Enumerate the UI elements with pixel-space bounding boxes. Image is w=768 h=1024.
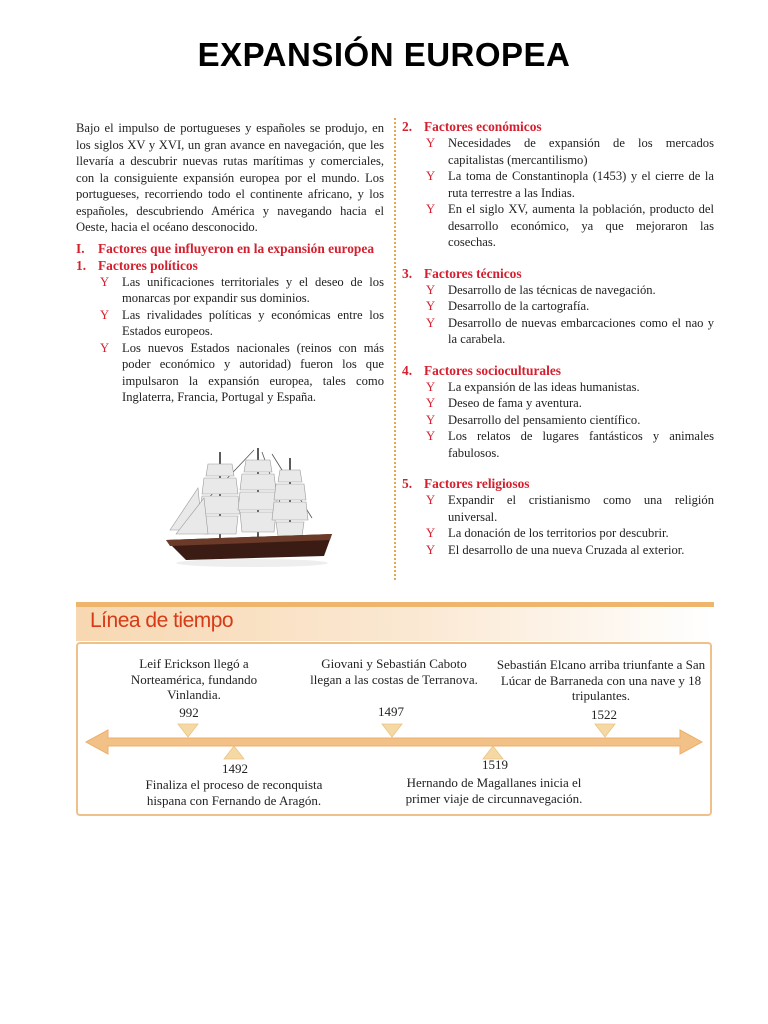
column-divider — [394, 118, 396, 580]
bullet-icon: Y — [100, 274, 110, 289]
list-item: Y En el siglo XV, aumenta la población, producto del desarrollo económico, ya que mejoraron las cosechas. — [426, 202, 714, 249]
list-item: Y El desarrollo de una nueva Cruzada al exterior. — [426, 542, 685, 557]
section-heading-I — [76, 240, 384, 257]
timeline-title: Línea de tiempo — [90, 609, 234, 632]
factor-label: Factores económicos — [424, 119, 542, 134]
bullet-icon: Y — [100, 340, 110, 355]
left-column — [76, 120, 384, 406]
list-item: Y Desarrollo de las técnicas de navegación. — [426, 282, 656, 297]
list-item: Y Expandir el cristianismo como una religión universal. — [426, 493, 714, 524]
timeline-event-text: Giovani y Sebastián Caboto llegan a las costas de Terranova. — [310, 656, 478, 687]
list-item: Y Deseo de fama y aventura. — [426, 396, 582, 410]
bullet-icon: Y — [426, 396, 436, 410]
list-item: Y La toma de Constantinopla (1453) y el cierre de la ruta terrestre a las Indias. — [426, 169, 714, 200]
factor-number: 4. — [402, 362, 413, 378]
right-column — [402, 118, 714, 558]
factor-list-2 — [402, 135, 714, 251]
bullet-icon: Y — [426, 169, 436, 183]
bullet-icon: Y — [426, 493, 436, 507]
bullet-icon: Y — [426, 202, 436, 216]
section-label: Factores que influyeron en la expansión europea — [98, 240, 375, 256]
list-item: Y Necesidades de expansión de los mercados capitalistas (mercantilismo) — [426, 136, 714, 167]
factor-label: Factores religiosos — [424, 476, 530, 491]
factor-label: Factores técnicos — [424, 265, 522, 281]
section-number: I. — [76, 240, 85, 256]
marker-1522 — [595, 724, 615, 737]
factor-list-4 — [402, 379, 714, 462]
factor-number: 2. — [402, 119, 413, 134]
timeline-event-text: Leif Erickson llegó a Norteamérica, fundando Vinlandia. — [130, 656, 258, 702]
list-item: Y Los relatos de lugares fantásticos y animales fabulosos. — [426, 429, 714, 460]
sailing-ship-illustration — [162, 448, 340, 570]
timeline-event-text: Sebastián Elcano arriba triunfante a San Lúcar de Barraneda con una nave y 18 tripulantes. — [496, 657, 706, 703]
list-item: Y Las rivalidades políticas y económicas entre los Estados europeos. — [100, 307, 384, 338]
bullet-icon: Y — [100, 307, 110, 322]
marker-1497 — [382, 724, 402, 737]
bullet-icon: Y — [426, 299, 436, 313]
timeline-event-year: 992 — [179, 705, 199, 720]
factor-section-3 — [402, 265, 714, 348]
factor-section-2 — [402, 118, 714, 251]
factor-number: 5. — [402, 476, 413, 491]
factor-list-1 — [76, 274, 384, 406]
factor-heading-3 — [402, 265, 714, 282]
bullet-icon: Y — [426, 526, 436, 540]
factor-heading-4 — [402, 362, 714, 379]
marker-1492 — [224, 746, 244, 759]
marker-992 — [178, 724, 198, 737]
list-item: Y Desarrollo de nuevas embarcaciones como el nao y la carabela. — [426, 315, 714, 346]
timeline-event-text: Finaliza el proceso de reconquista hispana con Fernando de Aragón. — [145, 777, 323, 808]
factor-number: 1. — [76, 257, 87, 273]
factor-label: Factores políticos — [98, 257, 198, 273]
bullet-icon: Y — [426, 315, 436, 330]
timeline-event-text: Hernando de Magallanes inicia el primer viaje de circunnavegación. — [405, 775, 583, 806]
factor-section-4 — [402, 362, 714, 462]
list-item: Y Desarrollo del pensamiento científico. — [426, 412, 641, 427]
bullet-icon: Y — [426, 282, 436, 297]
bullet-icon: Y — [426, 412, 436, 427]
list-item: Y Los nuevos Estados nacionales (reinos con más poder económico y autoridad) fueron los que impulsaron la expansión europea, tales como Inglaterra, Francia, Portugal y España. — [100, 340, 384, 404]
timeline-box — [76, 642, 712, 816]
factor-number: 3. — [402, 265, 413, 281]
factor-section-5 — [402, 475, 714, 558]
bullet-icon: Y — [426, 429, 436, 443]
factor-list-3 — [402, 282, 714, 348]
page-title: EXPANSIÓN EUROPEA — [197, 36, 571, 73]
factor-heading-5 — [402, 475, 714, 492]
list-item: Y Las unificaciones territoriales y el deseo de los monarcas por expandir sus dominios. — [100, 274, 384, 305]
factor-label: Factores socioculturales — [424, 362, 561, 378]
list-item: Y La donación de los territorios por descubrir. — [426, 526, 669, 540]
bullet-icon: Y — [426, 136, 436, 150]
bullet-icon: Y — [426, 542, 436, 557]
list-item: Y Desarrollo de la cartografía. — [426, 299, 590, 313]
factor-heading-2 — [402, 118, 714, 135]
intro-paragraph: Bajo el impulso de portugueses y españoles se produjo, en los siglos XV y XVI, un gran avance en navegación, que les llevaría a descubrir nuevas rutas marítimas y comerciales, con la consiguiente expansión europea por el mundo. Los portugueses, recorriendo todo el continente africano, y los españoles, descubriendo América y navegando hacia el Oeste, hacia el océano desconocido. — [76, 121, 384, 234]
timeline-event-year: 1492 — [222, 761, 248, 776]
list-item: Y La expansión de las ideas humanistas. — [426, 379, 640, 394]
factor-heading-1 — [76, 257, 384, 274]
timeline-event-year: 1522 — [591, 707, 617, 722]
bullet-icon: Y — [426, 379, 436, 394]
timeline-event-year: 1497 — [378, 704, 404, 719]
timeline-event-year: 1519 — [482, 757, 508, 772]
timeline-header-band — [76, 602, 714, 641]
factor-list-5 — [402, 492, 714, 558]
